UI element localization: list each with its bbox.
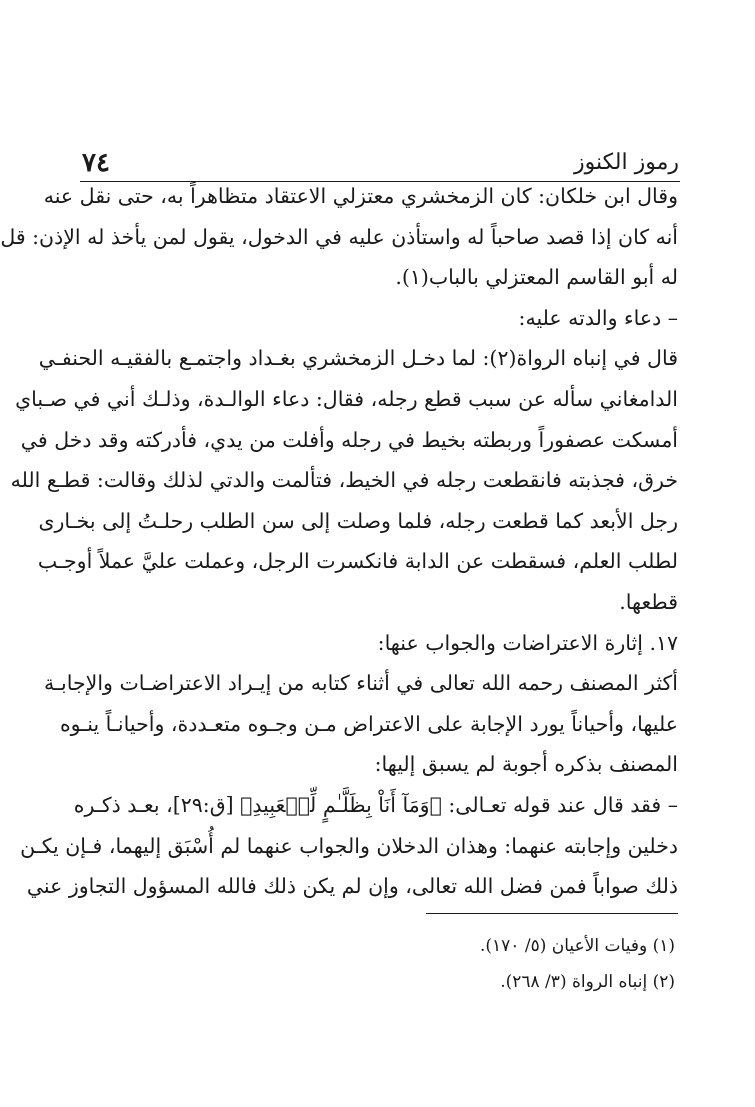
section-heading: ١٧. إثارة الاعتراضات والجواب عنها: xyxy=(377,630,678,655)
body-line: دخلين وإجابته عنهما: وهذان الدخلان والجواب عنهما لم أُسْبَق إليهما، فـإن يكـن xyxy=(20,833,678,858)
footnotes xyxy=(175,928,675,1000)
body-line: أمسكت عصفوراً وربطته بخيط في رجله وأفلت من يدي، فأدركته وقد دخل في xyxy=(20,427,678,452)
body-line: له أبو القاسم المعتزلي بالباب(١). xyxy=(395,265,678,290)
footnote: (١) وفيات الأعيان (٥/ ١٧٠). xyxy=(480,936,675,956)
body-line: قال في إنباه الرواة(٢): لما دخـل الزمخشري بغـداد واجتمـع بالفقيـه الحنفـي xyxy=(38,346,678,371)
footnote-divider xyxy=(426,913,678,914)
body-line: الدامغاني سأله عن سبب قطع رجله، فقال: دعاء الوالـدة، وذلـك أني في صـباي xyxy=(15,386,678,411)
body-line: – فقد قال عند قوله تعـالى: ﴿وَمَآ أَنَاْ بِظَلَّـٰمٍ لِّلۡعَبِيدِ﴾ [ق:٢٩]، بعـد ذكـره xyxy=(73,792,678,817)
body-line: عليها، وأحياناً يورد الإجابة على الاعتراض مـن وجـوه متعـددة، وأحيانـاً ينـوه xyxy=(59,711,678,736)
body-line: لطلب العلم، فسقطت عن الدابة فانكسرت الرجل، وعملت عليَّ عملاً أوجـب xyxy=(37,549,678,574)
body-line: أنه كان إذا قصد صاحباً له واستأذن عليه في الدخول، يقول لمن يأخذ له الإذن: قل xyxy=(0,224,678,249)
body-line: قطعها. xyxy=(619,589,678,614)
body-line: رجل الأبعد كما قطعت رجله، فلما وصلت إلى سن الطلب رحلـتُ إلى بخـارى xyxy=(38,508,678,533)
body-line: المصنف بذكره أجوبة لم يسبق إليها: xyxy=(374,752,678,777)
running-header-title: رموز الكنوز xyxy=(574,150,679,175)
body-text xyxy=(0,176,678,907)
body-line: أكثر المصنف رحمه الله تعالى في أثناء كتابه من إيـراد الاعتراضـات والإجابـة xyxy=(44,671,678,696)
body-line: ذلك صواباً فمن فضل الله تعالى، وإن لم يكن ذلك فالله المسؤول التجاوز عني xyxy=(26,874,678,899)
section-heading: – دعاء والدته عليه: xyxy=(518,305,678,330)
body-line: وقال ابن خلكان: كان الزمخشري معتزلي الاعتقاد متظاهراً به، حتى نقل عنه xyxy=(43,184,678,208)
page-number: ٧٤ xyxy=(82,148,110,178)
body-line: خرق، فجذبته فانقطعت رجله في الخيط، فتألمت والدتي لذلك وقالت: قطـع الله xyxy=(10,468,678,493)
footnote: (٢) إنباه الرواة (٣/ ٢٦٨). xyxy=(500,972,675,992)
